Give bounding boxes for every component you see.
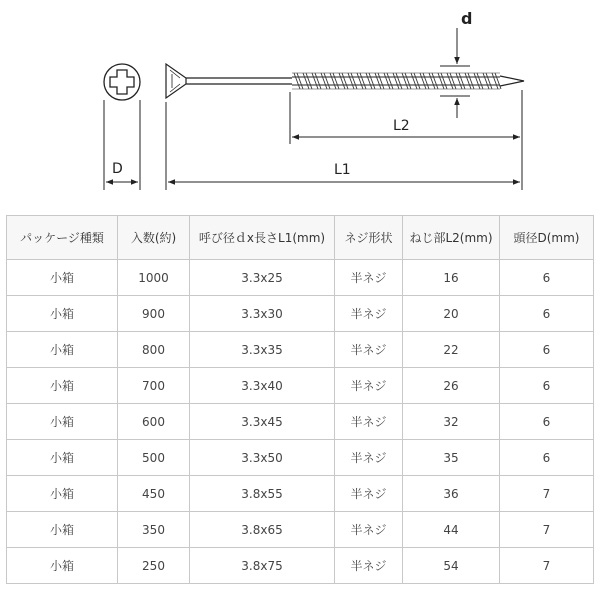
cell-package-type: 小箱 (7, 548, 118, 584)
table-row (7, 476, 594, 512)
screw-spec-table (6, 215, 594, 584)
cell-package-type: 小箱 (7, 476, 118, 512)
cell-package-type: 小箱 (7, 404, 118, 440)
label-d: d (461, 9, 473, 28)
cell-quantity: 350 (118, 512, 190, 548)
header-quantity: 入数(約) (118, 216, 190, 260)
thread-length-dimension (290, 90, 522, 190)
cell-thread-length: 54 (403, 548, 500, 584)
cell-thread-length: 32 (403, 404, 500, 440)
cell-quantity: 800 (118, 332, 190, 368)
cell-size: 3.3x25 (190, 260, 335, 296)
cell-quantity: 500 (118, 440, 190, 476)
cell-thread-length: 22 (403, 332, 500, 368)
cell-thread-length: 26 (403, 368, 500, 404)
cell-size: 3.3x30 (190, 296, 335, 332)
cell-quantity: 1000 (118, 260, 190, 296)
screw-head-front-view (104, 64, 140, 100)
cell-head-diameter: 7 (500, 512, 594, 548)
cell-thread-shape: 半ネジ (335, 476, 403, 512)
header-thread-length: ねじ部L2(mm) (403, 216, 500, 260)
table-row (7, 368, 594, 404)
cell-package-type: 小箱 (7, 368, 118, 404)
cell-thread-shape: 半ネジ (335, 332, 403, 368)
cell-quantity: 700 (118, 368, 190, 404)
cell-quantity: 450 (118, 476, 190, 512)
cell-package-type: 小箱 (7, 296, 118, 332)
cell-thread-shape: 半ネジ (335, 368, 403, 404)
cell-thread-shape: 半ネジ (335, 296, 403, 332)
label-L1: L1 (334, 162, 351, 178)
cell-package-type: 小箱 (7, 512, 118, 548)
cell-thread-shape: 半ネジ (335, 404, 403, 440)
cell-quantity: 600 (118, 404, 190, 440)
table-row (7, 296, 594, 332)
cell-head-diameter: 6 (500, 440, 594, 476)
cell-size: 3.3x50 (190, 440, 335, 476)
table-row (7, 260, 594, 296)
cell-package-type: 小箱 (7, 332, 118, 368)
cell-head-diameter: 6 (500, 404, 594, 440)
cell-size: 3.8x55 (190, 476, 335, 512)
cell-size: 3.3x35 (190, 332, 335, 368)
cell-quantity: 900 (118, 296, 190, 332)
header-head-diameter: 頭径D(mm) (500, 216, 594, 260)
table-row (7, 440, 594, 476)
cell-head-diameter: 6 (500, 296, 594, 332)
cell-head-diameter: 7 (500, 548, 594, 584)
cell-package-type: 小箱 (7, 260, 118, 296)
header-thread-shape: ネジ形状 (335, 216, 403, 260)
header-size: 呼び径ｄx長さL1(mm) (190, 216, 335, 260)
cell-head-diameter: 6 (500, 368, 594, 404)
cell-thread-shape: 半ネジ (335, 440, 403, 476)
cell-package-type: 小箱 (7, 440, 118, 476)
cell-head-diameter: 6 (500, 332, 594, 368)
cell-quantity: 250 (118, 548, 190, 584)
table-row (7, 512, 594, 548)
cell-thread-length: 20 (403, 296, 500, 332)
cell-thread-length: 44 (403, 512, 500, 548)
cell-thread-shape: 半ネジ (335, 512, 403, 548)
label-D: D (112, 161, 123, 177)
cell-thread-shape: 半ネジ (335, 548, 403, 584)
cell-size: 3.3x45 (190, 404, 335, 440)
cell-thread-length: 16 (403, 260, 500, 296)
screw-threads (292, 73, 501, 89)
cell-size: 3.3x40 (190, 368, 335, 404)
cell-head-diameter: 6 (500, 260, 594, 296)
table-header-row (7, 216, 594, 260)
cell-head-diameter: 7 (500, 476, 594, 512)
screw-dimension-diagram (0, 0, 600, 205)
cell-size: 3.8x65 (190, 512, 335, 548)
table-row (7, 332, 594, 368)
label-L2: L2 (393, 118, 410, 134)
cell-thread-length: 36 (403, 476, 500, 512)
table-row (7, 548, 594, 584)
cell-thread-length: 35 (403, 440, 500, 476)
cell-size: 3.8x75 (190, 548, 335, 584)
table-row (7, 404, 594, 440)
header-package-type: パッケージ種類 (7, 216, 118, 260)
cell-thread-shape: 半ネジ (335, 260, 403, 296)
